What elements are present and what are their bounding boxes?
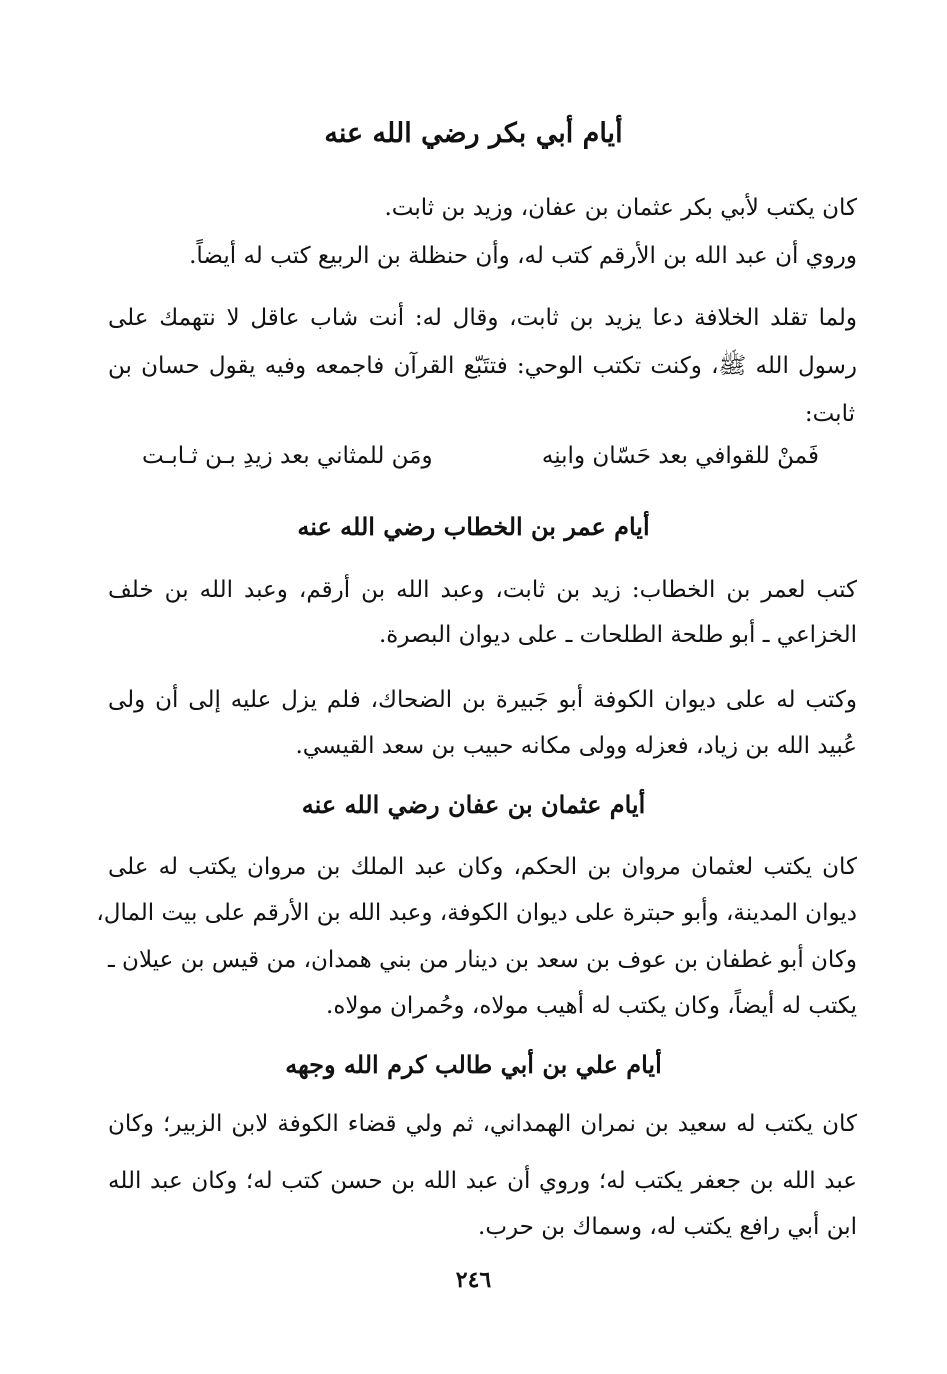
section-heading-abu-bakr: أيام أبي بكر رضي الله عنه — [324, 118, 623, 149]
paragraph-line: ثابت: — [804, 401, 855, 427]
paragraph-line: ولما تقلد الخلافة دعا يزيد بن ثابت، وقال له: أنت شاب عاقل لا نتهمك على — [108, 305, 857, 331]
paragraph-line: كان يكتب لأبي بكر عثمان بن عفان، وزيد بن ثابت. — [384, 195, 857, 221]
paragraph-line: وكان أبو غطفان بن عوف بن سعد بن دينار من بني همدان، من قيس بن عيلان ـ — [108, 947, 857, 973]
paragraph-line: وكتب له على ديوان الكوفة أبو جَبيرة بن الضحاك، فلم يزل عليه إلى أن ولى — [108, 687, 857, 713]
paragraph-line: يكتب له أيضاً، وكان يكتب له أهيب مولاه، وحُمران مولاه. — [326, 993, 857, 1019]
verse-first-hemistich: فَمنْ للقوافي بعد حَسّان وابنِه — [541, 443, 819, 469]
paragraph-line: كان يكتب له سعيد بن نمران الهمداني، ثم ولي قضاء الكوفة لابن الزبير؛ وكان — [108, 1111, 857, 1137]
paragraph-line: عبد الله بن جعفر يكتب له؛ وروي أن عبد الله بن حسن كتب له؛ وكان عبد الله — [108, 1168, 857, 1194]
section-heading-uthman: أيام عثمان بن عفان رضي الله عنه — [301, 790, 646, 819]
section-heading-ali: أيام علي بن أبي طالب كرم الله وجهه — [285, 1050, 662, 1079]
section-heading-umar: أيام عمر بن الخطاب رضي الله عنه — [297, 512, 650, 541]
verse-second-hemistich: ومَن للمثاني بعد زيدِ بـن ثـابـت — [142, 443, 433, 469]
paragraph-line: كتب لعمر بن الخطاب: زيد بن ثابت، وعبد الله بن أرقم، وعبد الله بن خلف — [108, 577, 857, 603]
paragraph-line: وروي أن عبد الله بن الأرقم كتب له، وأن حنظلة بن الربيع كتب له أيضاً. — [189, 243, 857, 269]
paragraph-line: ابن أبي رافع يكتب له، وسماك بن حرب. — [478, 1214, 857, 1240]
paragraph-line: ديوان المدينة، وأبو حبترة على ديوان الكوفة، وعبد الله بن الأرقم على بيت المال، — [96, 900, 857, 926]
paragraph-line: رسول الله ﷺ، وكنت تكتب الوحي: فتتَبّع القرآن فاجمعه وفيه يقول حسان بن — [108, 353, 857, 379]
paragraph-line: كان يكتب لعثمان مروان بن الحكم، وكان عبد الملك بن مروان يكتب له على — [108, 854, 857, 880]
page-number: ٢٤٦ — [455, 1267, 492, 1293]
paragraph-line: الخزاعي ـ أبو طلحة الطلحات ـ على ديوان البصرة. — [379, 622, 857, 648]
paragraph-line: عُبيد الله بن زياد، فعزله وولى مكانه حبيب بن سعد القيسي. — [295, 733, 857, 759]
